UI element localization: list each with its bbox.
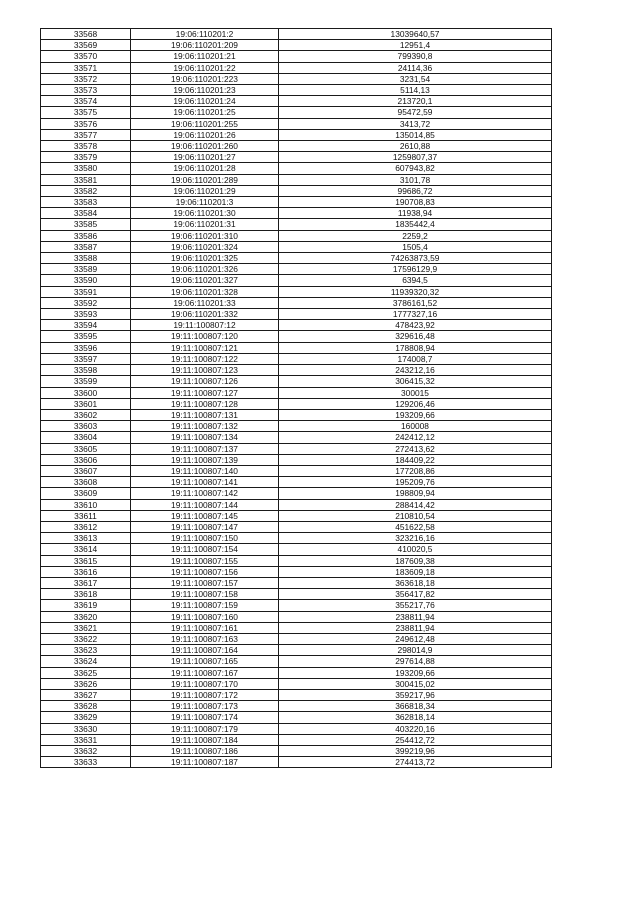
table-row — [41, 510, 552, 521]
row-number-cell: 33602 — [41, 409, 131, 420]
table-row — [41, 342, 552, 353]
value-cell: 254412,72 — [279, 734, 552, 745]
value-cell: 607943,82 — [279, 163, 552, 174]
table-row — [41, 320, 552, 331]
table-row — [41, 734, 552, 745]
value-cell: 2259,2 — [279, 230, 552, 241]
cadastral-number-cell: 19:11:100807:121 — [131, 342, 279, 353]
table-row — [41, 723, 552, 734]
cadastral-number-cell: 19:11:100807:123 — [131, 365, 279, 376]
row-number-cell: 33600 — [41, 387, 131, 398]
cadastral-number-cell: 19:06:110201:255 — [131, 118, 279, 129]
table-row — [41, 589, 552, 600]
value-cell: 95472,59 — [279, 107, 552, 118]
row-number-cell: 33630 — [41, 723, 131, 734]
table-row — [41, 297, 552, 308]
cadastral-number-cell: 19:11:100807:141 — [131, 477, 279, 488]
table-row — [41, 454, 552, 465]
value-cell: 243212,16 — [279, 365, 552, 376]
row-number-cell: 33626 — [41, 678, 131, 689]
table-row — [41, 40, 552, 51]
value-cell: 178808,94 — [279, 342, 552, 353]
table-row — [41, 197, 552, 208]
row-number-cell: 33585 — [41, 219, 131, 230]
value-cell: 160008 — [279, 421, 552, 432]
value-cell: 184409,22 — [279, 454, 552, 465]
row-number-cell: 33612 — [41, 521, 131, 532]
value-cell: 1259807,37 — [279, 152, 552, 163]
cadastral-number-cell: 19:11:100807:159 — [131, 600, 279, 611]
cadastral-number-cell: 19:11:100807:155 — [131, 555, 279, 566]
value-cell: 1835442,4 — [279, 219, 552, 230]
cadastral-number-cell: 19:06:110201:209 — [131, 40, 279, 51]
value-cell: 6394,5 — [279, 275, 552, 286]
value-cell: 13039640,57 — [279, 29, 552, 40]
row-number-cell: 33603 — [41, 421, 131, 432]
cadastral-number-cell: 19:06:110201:23 — [131, 85, 279, 96]
value-cell: 187609,38 — [279, 555, 552, 566]
row-number-cell: 33629 — [41, 712, 131, 723]
cadastral-number-cell: 19:11:100807:154 — [131, 544, 279, 555]
cadastral-number-cell: 19:11:100807:160 — [131, 611, 279, 622]
value-cell: 17596129,9 — [279, 264, 552, 275]
table-row — [41, 286, 552, 297]
cadastral-number-cell: 19:06:110201:28 — [131, 163, 279, 174]
cadastral-number-cell: 19:11:100807:145 — [131, 510, 279, 521]
cadastral-number-cell: 19:11:100807:186 — [131, 746, 279, 757]
cadastral-number-cell: 19:11:100807:132 — [131, 421, 279, 432]
table-row — [41, 219, 552, 230]
cadastral-number-cell: 19:06:110201:26 — [131, 129, 279, 140]
table-row — [41, 477, 552, 488]
cadastral-number-cell: 19:06:110201:289 — [131, 174, 279, 185]
row-number-cell: 33598 — [41, 365, 131, 376]
table-row — [41, 62, 552, 73]
table-row — [41, 544, 552, 555]
row-number-cell: 33581 — [41, 174, 131, 185]
table-row — [41, 185, 552, 196]
row-number-cell: 33615 — [41, 555, 131, 566]
table-row — [41, 208, 552, 219]
cadastral-number-cell: 19:11:100807:157 — [131, 577, 279, 588]
cadastral-number-cell: 19:11:100807:142 — [131, 488, 279, 499]
value-cell: 329616,48 — [279, 331, 552, 342]
cadastral-number-cell: 19:11:100807:167 — [131, 667, 279, 678]
value-cell: 24114,36 — [279, 62, 552, 73]
table-row — [41, 622, 552, 633]
value-cell: 2610,88 — [279, 141, 552, 152]
table-row — [41, 152, 552, 163]
row-number-cell: 33597 — [41, 353, 131, 364]
cadastral-number-cell: 19:06:110201:33 — [131, 297, 279, 308]
cadastral-number-cell: 19:11:100807:147 — [131, 521, 279, 532]
table-row — [41, 275, 552, 286]
cadastral-number-cell: 19:11:100807:174 — [131, 712, 279, 723]
table-row — [41, 51, 552, 62]
cadastral-number-cell: 19:11:100807:144 — [131, 499, 279, 510]
row-number-cell: 33622 — [41, 633, 131, 644]
value-cell: 359217,96 — [279, 689, 552, 700]
cadastral-number-cell: 19:06:110201:310 — [131, 230, 279, 241]
row-number-cell: 33606 — [41, 454, 131, 465]
row-number-cell: 33631 — [41, 734, 131, 745]
row-number-cell: 33571 — [41, 62, 131, 73]
cadastral-number-cell: 19:11:100807:187 — [131, 757, 279, 768]
value-cell: 272413,62 — [279, 443, 552, 454]
row-number-cell: 33568 — [41, 29, 131, 40]
data-table — [40, 28, 552, 768]
value-cell: 799390,8 — [279, 51, 552, 62]
value-cell: 195209,76 — [279, 477, 552, 488]
value-cell: 135014,85 — [279, 129, 552, 140]
table-row — [41, 757, 552, 768]
value-cell: 174008,7 — [279, 353, 552, 364]
row-number-cell: 33579 — [41, 152, 131, 163]
table-row — [41, 241, 552, 252]
row-number-cell: 33583 — [41, 197, 131, 208]
row-number-cell: 33611 — [41, 510, 131, 521]
row-number-cell: 33621 — [41, 622, 131, 633]
cadastral-number-cell: 19:11:100807:122 — [131, 353, 279, 364]
row-number-cell: 33592 — [41, 297, 131, 308]
row-number-cell: 33591 — [41, 286, 131, 297]
table-row — [41, 118, 552, 129]
value-cell: 249612,48 — [279, 633, 552, 644]
cadastral-number-cell: 19:11:100807:127 — [131, 387, 279, 398]
table-row — [41, 398, 552, 409]
table-row — [41, 264, 552, 275]
row-number-cell: 33627 — [41, 689, 131, 700]
value-cell: 177208,86 — [279, 465, 552, 476]
cadastral-number-cell: 19:06:110201:326 — [131, 264, 279, 275]
table-row — [41, 29, 552, 40]
row-number-cell: 33595 — [41, 331, 131, 342]
table-row — [41, 465, 552, 476]
cadastral-number-cell: 19:11:100807:139 — [131, 454, 279, 465]
value-cell: 11939320,32 — [279, 286, 552, 297]
row-number-cell: 33569 — [41, 40, 131, 51]
row-number-cell: 33624 — [41, 656, 131, 667]
value-cell: 300015 — [279, 387, 552, 398]
value-cell: 323216,16 — [279, 533, 552, 544]
table-row — [41, 309, 552, 320]
cadastral-number-cell: 19:11:100807:158 — [131, 589, 279, 600]
cadastral-number-cell: 19:06:110201:260 — [131, 141, 279, 152]
cadastral-number-cell: 19:11:100807:120 — [131, 331, 279, 342]
row-number-cell: 33605 — [41, 443, 131, 454]
cadastral-number-cell: 19:11:100807:172 — [131, 689, 279, 700]
value-cell: 366818,34 — [279, 701, 552, 712]
table-row — [41, 701, 552, 712]
cadastral-number-cell: 19:11:100807:140 — [131, 465, 279, 476]
table-row — [41, 331, 552, 342]
value-cell: 362818,14 — [279, 712, 552, 723]
table-row — [41, 230, 552, 241]
value-cell: 410020,5 — [279, 544, 552, 555]
value-cell: 306415,32 — [279, 376, 552, 387]
cadastral-number-cell: 19:06:110201:3 — [131, 197, 279, 208]
table-row — [41, 421, 552, 432]
table-row — [41, 129, 552, 140]
cadastral-number-cell: 19:11:100807:131 — [131, 409, 279, 420]
table-row — [41, 488, 552, 499]
cadastral-number-cell: 19:11:100807:179 — [131, 723, 279, 734]
row-number-cell: 33577 — [41, 129, 131, 140]
cadastral-number-cell: 19:06:110201:25 — [131, 107, 279, 118]
value-cell: 193209,66 — [279, 409, 552, 420]
value-cell: 300415,02 — [279, 678, 552, 689]
row-number-cell: 33570 — [41, 51, 131, 62]
cadastral-number-cell: 19:06:110201:324 — [131, 241, 279, 252]
row-number-cell: 33582 — [41, 185, 131, 196]
cadastral-number-cell: 19:06:110201:27 — [131, 152, 279, 163]
row-number-cell: 33620 — [41, 611, 131, 622]
cadastral-number-cell: 19:06:110201:31 — [131, 219, 279, 230]
cadastral-number-cell: 19:11:100807:134 — [131, 432, 279, 443]
row-number-cell: 33613 — [41, 533, 131, 544]
cadastral-number-cell: 19:11:100807:164 — [131, 645, 279, 656]
row-number-cell: 33607 — [41, 465, 131, 476]
value-cell: 3231,54 — [279, 73, 552, 84]
row-number-cell: 33575 — [41, 107, 131, 118]
cadastral-number-cell: 19:06:110201:223 — [131, 73, 279, 84]
table-row — [41, 712, 552, 723]
row-number-cell: 33594 — [41, 320, 131, 331]
value-cell: 355217,76 — [279, 600, 552, 611]
value-cell: 99686,72 — [279, 185, 552, 196]
row-number-cell: 33599 — [41, 376, 131, 387]
value-cell: 210810,54 — [279, 510, 552, 521]
value-cell: 356417,82 — [279, 589, 552, 600]
value-cell: 1777327,16 — [279, 309, 552, 320]
value-cell: 451622,58 — [279, 521, 552, 532]
row-number-cell: 33619 — [41, 600, 131, 611]
cadastral-number-cell: 19:11:100807:12 — [131, 320, 279, 331]
value-cell: 403220,16 — [279, 723, 552, 734]
cadastral-number-cell: 19:06:110201:24 — [131, 96, 279, 107]
table-row — [41, 566, 552, 577]
cadastral-number-cell: 19:06:110201:2 — [131, 29, 279, 40]
value-cell: 274413,72 — [279, 757, 552, 768]
table-body — [41, 29, 552, 768]
row-number-cell: 33632 — [41, 746, 131, 757]
row-number-cell: 33628 — [41, 701, 131, 712]
cadastral-number-cell: 19:11:100807:156 — [131, 566, 279, 577]
cadastral-number-cell: 19:06:110201:332 — [131, 309, 279, 320]
value-cell: 11938,94 — [279, 208, 552, 219]
value-cell: 288414,42 — [279, 499, 552, 510]
row-number-cell: 33610 — [41, 499, 131, 510]
value-cell: 183609,18 — [279, 566, 552, 577]
table-row — [41, 96, 552, 107]
table-row — [41, 443, 552, 454]
value-cell: 242412,12 — [279, 432, 552, 443]
value-cell: 238811,94 — [279, 622, 552, 633]
row-number-cell: 33589 — [41, 264, 131, 275]
table-row — [41, 107, 552, 118]
row-number-cell: 33578 — [41, 141, 131, 152]
row-number-cell: 33593 — [41, 309, 131, 320]
table-row — [41, 689, 552, 700]
row-number-cell: 33586 — [41, 230, 131, 241]
row-number-cell: 33618 — [41, 589, 131, 600]
cadastral-number-cell: 19:11:100807:150 — [131, 533, 279, 544]
cadastral-number-cell: 19:11:100807:173 — [131, 701, 279, 712]
cadastral-number-cell: 19:06:110201:327 — [131, 275, 279, 286]
row-number-cell: 33580 — [41, 163, 131, 174]
table-row — [41, 85, 552, 96]
cadastral-number-cell: 19:11:100807:163 — [131, 633, 279, 644]
cadastral-number-cell: 19:11:100807:126 — [131, 376, 279, 387]
cadastral-number-cell: 19:06:110201:29 — [131, 185, 279, 196]
value-cell: 190708,83 — [279, 197, 552, 208]
table-row — [41, 253, 552, 264]
row-number-cell: 33623 — [41, 645, 131, 656]
value-cell: 74263873,59 — [279, 253, 552, 264]
table-row — [41, 141, 552, 152]
table-row — [41, 656, 552, 667]
value-cell: 193209,66 — [279, 667, 552, 678]
row-number-cell: 33617 — [41, 577, 131, 588]
table-row — [41, 353, 552, 364]
table-row — [41, 365, 552, 376]
row-number-cell: 33584 — [41, 208, 131, 219]
table-row — [41, 746, 552, 757]
value-cell: 1505,4 — [279, 241, 552, 252]
table-row — [41, 521, 552, 532]
cadastral-number-cell: 19:11:100807:170 — [131, 678, 279, 689]
row-number-cell: 33574 — [41, 96, 131, 107]
row-number-cell: 33633 — [41, 757, 131, 768]
table-row — [41, 174, 552, 185]
table-row — [41, 678, 552, 689]
row-number-cell: 33609 — [41, 488, 131, 499]
row-number-cell: 33572 — [41, 73, 131, 84]
cadastral-number-cell: 19:06:110201:328 — [131, 286, 279, 297]
row-number-cell: 33614 — [41, 544, 131, 555]
row-number-cell: 33608 — [41, 477, 131, 488]
table-row — [41, 533, 552, 544]
table-row — [41, 555, 552, 566]
table-row — [41, 499, 552, 510]
row-number-cell: 33590 — [41, 275, 131, 286]
cadastral-number-cell: 19:06:110201:325 — [131, 253, 279, 264]
table-row — [41, 387, 552, 398]
row-number-cell: 33573 — [41, 85, 131, 96]
table-row — [41, 163, 552, 174]
table-row — [41, 409, 552, 420]
table-row — [41, 577, 552, 588]
row-number-cell: 33587 — [41, 241, 131, 252]
row-number-cell: 33616 — [41, 566, 131, 577]
value-cell: 363618,18 — [279, 577, 552, 588]
row-number-cell: 33596 — [41, 342, 131, 353]
table-row — [41, 645, 552, 656]
value-cell: 3101,78 — [279, 174, 552, 185]
value-cell: 129206,46 — [279, 398, 552, 409]
value-cell: 3786161,52 — [279, 297, 552, 308]
value-cell: 198809,94 — [279, 488, 552, 499]
value-cell: 3413,72 — [279, 118, 552, 129]
table-row — [41, 611, 552, 622]
value-cell: 399219,96 — [279, 746, 552, 757]
row-number-cell: 33576 — [41, 118, 131, 129]
table-row — [41, 633, 552, 644]
value-cell: 478423,92 — [279, 320, 552, 331]
cadastral-number-cell: 19:11:100807:128 — [131, 398, 279, 409]
cadastral-number-cell: 19:06:110201:22 — [131, 62, 279, 73]
table-row — [41, 73, 552, 84]
row-number-cell: 33588 — [41, 253, 131, 264]
table-row — [41, 600, 552, 611]
table-row — [41, 432, 552, 443]
value-cell: 298014,9 — [279, 645, 552, 656]
row-number-cell: 33625 — [41, 667, 131, 678]
cadastral-number-cell: 19:11:100807:165 — [131, 656, 279, 667]
cadastral-number-cell: 19:11:100807:137 — [131, 443, 279, 454]
value-cell: 297614,88 — [279, 656, 552, 667]
value-cell: 5114,13 — [279, 85, 552, 96]
value-cell: 213720,1 — [279, 96, 552, 107]
cadastral-number-cell: 19:11:100807:161 — [131, 622, 279, 633]
cadastral-number-cell: 19:06:110201:21 — [131, 51, 279, 62]
row-number-cell: 33604 — [41, 432, 131, 443]
table-row — [41, 667, 552, 678]
cadastral-number-cell: 19:06:110201:30 — [131, 208, 279, 219]
value-cell: 12951,4 — [279, 40, 552, 51]
row-number-cell: 33601 — [41, 398, 131, 409]
value-cell: 238811,94 — [279, 611, 552, 622]
cadastral-number-cell: 19:11:100807:184 — [131, 734, 279, 745]
table-row — [41, 376, 552, 387]
